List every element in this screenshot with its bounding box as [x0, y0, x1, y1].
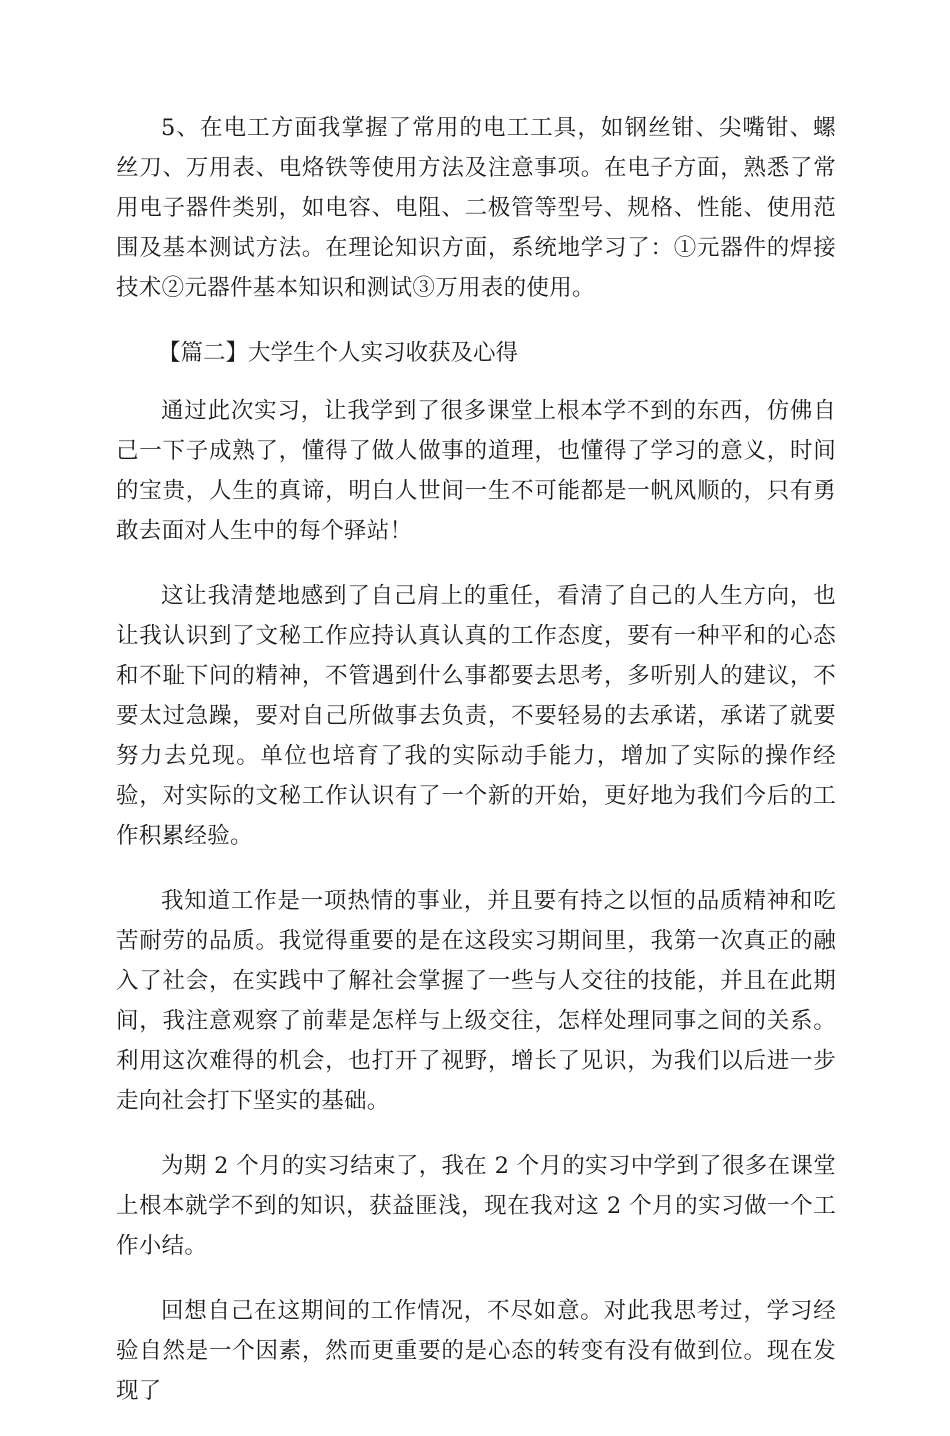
paragraph-work-attitude: 我知道工作是一项热情的事业，并且要有持之以恒的品质精神和吃苦耐劳的品质。我觉得重要的是在这段实习期间里，我第一次真正的融入了社会，在实践中了解社会掌握了一些与人交往的技能，并且在此期间，我注意观察了前辈是怎样与上级交往，怎样处理同事之间的关系。利用这次难得的机会，也打开了视野，增长了见识，为我们以后进一步走向社会打下坚实的基础。: [116, 888, 836, 1114]
section-heading-part-two: 【篇二】大学生个人实习收获及心得: [158, 340, 519, 366]
document-page: [116, 108, 836, 1436]
paragraph-responsibility: 这让我清楚地感到了自己肩上的重任，看清了自己的人生方向，也让我认识到了文秘工作应持认真认真的工作态度，要有一种平和的心态和不耻下问的精神，不管遇到什么事都要去思考，多听别人的建议，不要太过急躁，要对自己所做事去负责，不要轻易的去承诺，承诺了就要努力去兑现。单位也培育了我的实际动手能力，增加了实际的操作经验，对实际的文秘工作认识有了一个新的开始，更好地为我们今后的工作积累经验。: [116, 583, 836, 849]
paragraph-two-month-summary: 为期 2 个月的实习结束了，我在 2 个月的实习中学到了很多在课堂上根本就学不到的知识，获益匪浅，现在我对这 2 个月的实习做一个工作小结。: [116, 1153, 836, 1259]
paragraph-internship-gains: 通过此次实习，让我学到了很多课堂上根本学不到的东西，仿佛自己一下子成熟了，懂得了做人做事的道理，也懂得了学习的意义，时间的宝贵，人生的真谛，明白人世间一生不可能都是一帆风顺的，只有勇敢去面对人生中的每个驿站！: [116, 398, 836, 544]
paragraph-reflection: 回想自己在这期间的工作情况，不尽如意。对此我思考过，学习经验自然是一个因素，然而更重要的是心态的转变有没有做到位。现在发现了: [116, 1298, 836, 1404]
paragraph-electrical-skills: 5、在电工方面我掌握了常用的电工工具，如钢丝钳、尖嘴钳、螺丝刀、万用表、电烙铁等使用方法及注意事项。在电子方面，熟悉了常用电子器件类别，如电容、电阻、二极管等型号、规格、性能、使用范围及基本测试方法。在理论知识方面，系统地学习了：①元器件的焊接技术②元器件基本知识和测试③万用表的使用。: [116, 115, 836, 301]
